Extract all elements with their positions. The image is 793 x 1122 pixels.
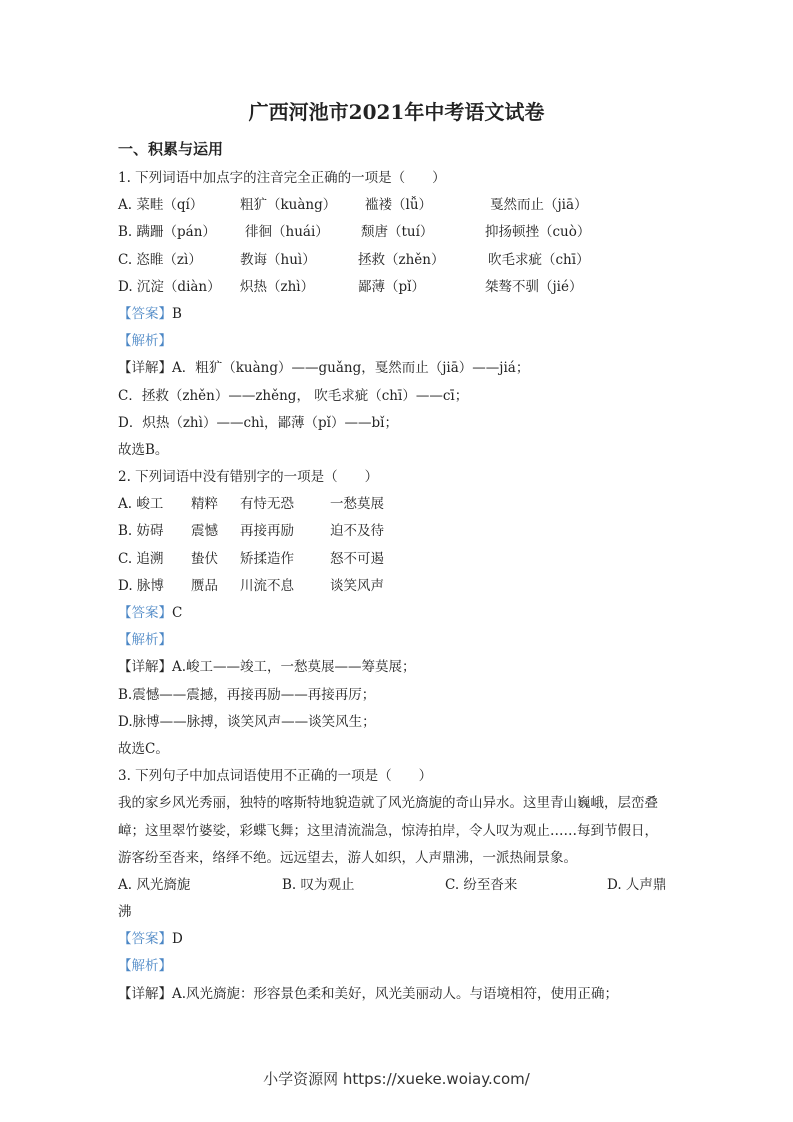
passage-line: 游客纷至沓来，络绎不绝。远远望去，游人如织，人声鼎沸，一派热闹景象。 (118, 849, 577, 866)
answer-value: D (172, 931, 183, 948)
question-stem: 1. 下列词语中加点字的注音完全正确的一项是（ ） (118, 170, 446, 186)
answer-line (118, 601, 688, 628)
page-title: 广西河池市2021年中考语文试卷 (248, 100, 545, 124)
option: C. 恣睢（zì） (118, 251, 202, 268)
detail-line: 故选B。 (118, 441, 169, 458)
detail-line: 【详解】A.风光旖旎：形容景色柔和美好，风光美丽动人。与语境相符，使用正确； (118, 985, 619, 1002)
option-row (118, 248, 688, 275)
option: 颓唐（tuí） (361, 224, 434, 241)
option: 迫不及待 (330, 523, 384, 540)
option-row (118, 574, 688, 601)
option-row (118, 193, 688, 220)
option: 吹毛求疵（chī） (488, 251, 590, 268)
answer-label: 【答案】 (118, 605, 172, 621)
passage-line: 我的家乡风光秀丽，独特的喀斯特地貌造就了风光旖旎的奇山异水。这里青山巍峨，层峦叠 (118, 795, 658, 812)
option: 震憾 (191, 523, 218, 540)
detail-line: 【详解】A．粗犷（kuàng）——guǎng，戛然而止（jiā）——jiá； (118, 360, 530, 377)
answer-value: B (172, 305, 182, 322)
answer-label: 【答案】 (118, 931, 172, 948)
option: D. 脉博 (118, 577, 164, 594)
option: 戛然而止（jiā） (490, 197, 588, 214)
option: A. 风光旖旎 (118, 876, 191, 893)
section-heading: 一、积累与运用 (118, 140, 224, 158)
option: 桀骜不驯（jié） (485, 278, 583, 295)
passage-line: 嶂；这里翠竹婆娑，彩蝶飞舞；这里清流湍急，惊涛拍岸，令人叹为观止……每到节假日， (118, 822, 658, 839)
analysis-label: 【解析】 (118, 958, 172, 975)
option: B. 蹒跚（pán） (118, 224, 216, 241)
option: 粗犷（kuàng） (240, 197, 337, 214)
question-stem: 3. 下列句子中加点词语使用不正确的一项是（ ） (118, 768, 433, 785)
option: 教诲（huì） (240, 251, 316, 268)
option: 矫揉造作 (240, 550, 294, 567)
option: 抑扬顿挫（cuò） (485, 224, 591, 241)
option: 蛰伏 (191, 550, 218, 567)
answer-line (118, 927, 688, 954)
option-continuation: 沸 (118, 904, 132, 921)
detail-line: 故选C。 (118, 740, 169, 757)
option: 赝品 (191, 577, 218, 594)
option: D. 人声鼎 (607, 876, 667, 893)
answer-line (118, 302, 688, 329)
option: 谈笑风声 (330, 577, 384, 594)
option-row (118, 547, 688, 574)
option: 拯救（zhěn） (358, 251, 445, 268)
analysis-label: 【解析】 (118, 333, 172, 350)
option: 徘徊（huái） (245, 224, 329, 241)
option: 鄙薄（pǐ） (358, 278, 425, 295)
detail-line: D．炽热（zhì）——chì，鄙薄（pǐ）——bǐ； (118, 414, 398, 431)
footer-watermark: 小学资源网 https://xueke.woiay.com/ (263, 1070, 530, 1088)
option: 褴褛（lǚ） (365, 197, 433, 214)
option: 有恃无恐 (240, 496, 294, 513)
detail-line: C．拯救（zhěn）——zhěng， 吹毛求疵（chī）——cī； (118, 387, 469, 404)
option: 怒不可遏 (330, 550, 384, 567)
option: C. 追溯 (118, 550, 164, 567)
detail-line: B.震憾——震撼，再接再励——再接再厉； (118, 686, 376, 703)
option-row (118, 873, 688, 900)
option: 川流不息 (240, 577, 294, 594)
option-row (118, 220, 688, 247)
detail-line: D.脉博——脉搏，谈笑风声——谈笑风生； (118, 713, 376, 730)
answer-label: 【答案】 (118, 305, 172, 322)
option: A. 峻工 (118, 496, 164, 513)
option-row (118, 519, 688, 546)
option: 精粹 (191, 496, 218, 513)
option: A. 菜畦（qí） (118, 197, 204, 214)
option: C. 纷至沓来 (445, 876, 518, 893)
option-row (118, 492, 688, 519)
detail-line: 【详解】A.峻工——竣工，一愁莫展——筹莫展； (118, 659, 416, 676)
option-row (118, 275, 688, 302)
document-body (118, 166, 688, 1009)
option: 炽热（zhì） (240, 278, 315, 295)
analysis-label: 【解析】 (118, 632, 172, 649)
option: B. 叹为观止 (282, 876, 355, 893)
option: 一愁莫展 (330, 496, 384, 513)
option: 再接再励 (240, 523, 294, 540)
answer-value: C (172, 605, 183, 621)
option: B. 妨碍 (118, 523, 164, 540)
question-stem: 2. 下列词语中没有错别字的一项是（ ） (118, 469, 379, 486)
option: D. 沉淀（diàn） (118, 278, 221, 295)
